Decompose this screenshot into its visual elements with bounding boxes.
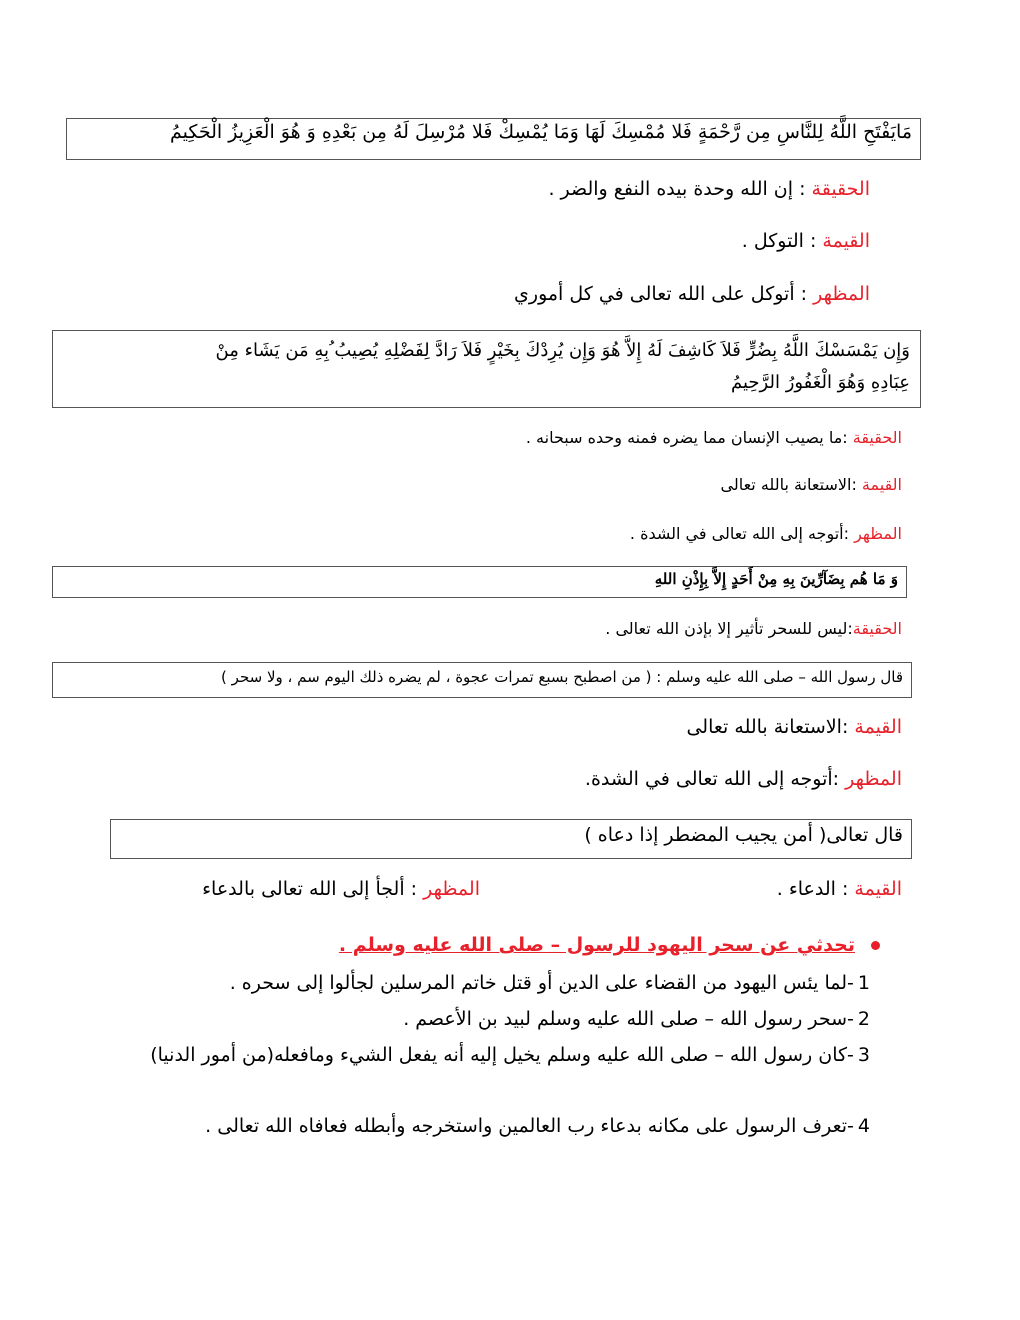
haqiqa-line-2 [526, 428, 902, 447]
qima-text: :الاستعانة بالله تعالى [720, 475, 862, 494]
mazhar-line-5 [202, 878, 480, 900]
qima-text: : الدعاء . [776, 878, 855, 900]
haqiqa-line-3 [605, 619, 902, 638]
haqiqa-label: الحقيقة [811, 178, 870, 200]
list-item-number: 4 [857, 1115, 870, 1137]
haqiqa-label: الحقيقة [852, 619, 902, 638]
mazhar-text: : أتوكل على الله تعالى في كل أموري [514, 283, 814, 305]
ayah-text-5: قال تعالى( أمن يجيب المضطر إذا دعاه ) [584, 824, 903, 846]
hadith-text: قال رسول الله – صلى الله عليه وسلم : ( من اصطبح بسبع تمرات عجوة ، لم يضره ذلك اليوم سم ، ولا سحر ) [221, 668, 903, 686]
mazhar-label: المظهر [845, 768, 902, 790]
ayah-text-2b: عِبَادِهِ وَهُوَ الْغَفُورُ الرَّحِيمُ [731, 372, 910, 393]
qima-label: القيمة [854, 716, 902, 738]
qima-text: : التوكل . [741, 230, 823, 252]
list-item-number: 3 [857, 1044, 870, 1066]
mazhar-label: المظهر [813, 283, 870, 305]
qima-label: القيمة [861, 475, 902, 494]
mazhar-text: :أتوجه إلى الله تعالى في الشدة. [584, 768, 846, 790]
section-heading [339, 934, 880, 956]
list-item [150, 1001, 870, 1037]
haqiqa-text: : إن الله وحدة بيده النفع والضر . [548, 178, 812, 200]
qima-text: :الاستعانة بالله تعالى [686, 716, 855, 738]
qima-label: القيمة [854, 878, 902, 900]
ayah-box-2 [52, 330, 921, 408]
list-item [150, 1037, 870, 1073]
list-item-text: -كان رسول الله – صلى الله عليه وسلم يخيل إليه أنه يفعل الشيء ومافعله(من أمور الدنيا) [150, 1044, 854, 1066]
qima-line-5 [777, 878, 902, 900]
ayah-box-1 [66, 118, 921, 160]
ayah-box-5 [110, 819, 912, 859]
ayah-text-3: وَ مَا هُم بِضَآرِّينَ بِهِ مِنْ أَحَدٍ إِلاَّ بِإِذْنِ اللهِ [654, 570, 898, 588]
haqiqa-label: الحقيقة [852, 428, 902, 447]
list-item-text: -لما يئس اليهود من القضاء على الدين أو قتل خاتم المرسلين لجألوا إلى سحره . [229, 972, 854, 994]
ayah-text-2a: وَإِن يَمْسَسْكَ اللَّهُ بِضُرٍّ فَلاَ كَاشِفَ لَهُ إِلاَّ هُوَ وَإِن يُرِدْكَ بِخَيْرٍ فَلاَ رَادَّ لِفَضْلِهِ يُصِيبُ ُبِهِ مَن يَشَاء مِنْ [215, 340, 910, 361]
mazhar-label: المظهر [854, 524, 902, 543]
qima-line-1 [742, 230, 870, 252]
list-item-number: 2 [857, 1008, 870, 1030]
qima-line-2 [721, 475, 903, 494]
mazhar-text: :أتوجه إلى الله تعالى في الشدة . [629, 524, 855, 543]
haqiqa-line-1 [548, 178, 870, 200]
mazhar-text: : ألجأ إلى الله تعالى بالدعاء [202, 878, 424, 900]
qima-label: القيمة [822, 230, 870, 252]
bullet-icon [871, 941, 880, 950]
ayah-text-1: مَايَفْتَحِ اللَّهُ لِلنَّاسِ مِن رَّحْمَةٍ فَلا مُمْسِكَ لَهَا وَمَا يُمْسِكْ فَلا مُرْسِلَ لَهُ مِن بَعْدِهِ وَ هُوَ الْعَزِيزُ الْحَكِيمُ [170, 121, 912, 143]
haqiqa-text: :ليس للسحر تأثير إلا بإذن الله تعالى . [605, 619, 853, 638]
list-item-text: -سحر رسول الله – صلى الله عليه وسلم لبيد بن الأعصم . [403, 1008, 854, 1030]
list-item [150, 1108, 870, 1144]
mazhar-label: المظهر [423, 878, 480, 900]
mazhar-line-1 [514, 283, 870, 305]
list-item-number: 1 [857, 972, 870, 994]
ayah-box-3 [52, 566, 907, 598]
section-heading-text: تحدثي عن سحر اليهود للرسول – صلى الله عليه وسلم . [338, 934, 855, 956]
qima-line-4 [686, 716, 902, 738]
mazhar-line-4 [585, 768, 902, 790]
hadith-box [52, 662, 912, 698]
haqiqa-text: :ما يصيب الإنسان مما يضره فمنه وحده سبحانه . [525, 428, 853, 447]
list-item-text: -تعرف الرسول على مكانه بدعاء رب العالمين واستخرجه وأبطله فعافاه الله تعالى . [205, 1115, 854, 1137]
list-item [150, 965, 870, 1001]
mazhar-line-2 [630, 524, 902, 543]
